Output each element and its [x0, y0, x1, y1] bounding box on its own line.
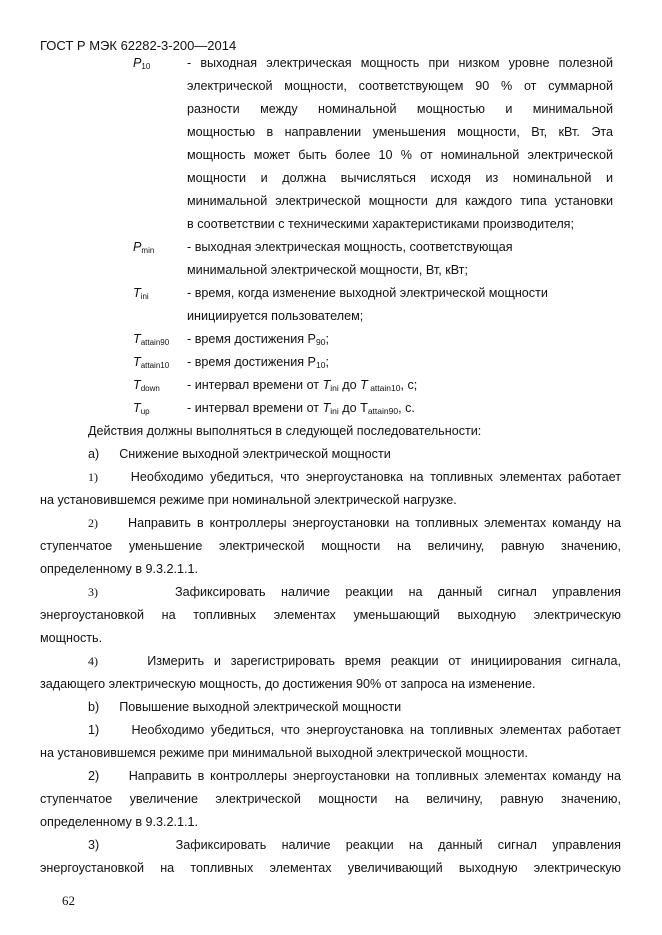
definition-pmin-line: - выходная электрическая мощность, соответствующая	[187, 240, 513, 254]
standard-header: ГОСТ Р МЭК 62282-3-200—2014	[40, 38, 237, 53]
symbol-tini: $T_{ini}$	[133, 286, 149, 301]
definition-tini-line: инициируется пользователем;	[187, 309, 364, 323]
section-b-heading: b) Повышение выходной электрической мощности	[88, 700, 402, 714]
definition-p10-line: - выходная электрическая мощность при низком уровне полезной	[187, 56, 613, 70]
step-b1-line: 1) Необходимо убедиться, что энергоустановка на топливных элементах работает	[88, 723, 621, 737]
definition-p10-line: разности между номинальной мощностью и минимальной	[187, 102, 613, 116]
symbol-tattain10: $T_{attain10}$	[133, 355, 170, 370]
symbol-p10: $P_{10}$	[133, 56, 151, 71]
definition-p10-line: в соответствии с техническими характеристиками производителя;	[187, 217, 574, 231]
step-a2-line: 2) Направить в контроллеры энергоустановки на топливных элементах команду на	[88, 516, 621, 530]
step-b2-line: 2) Направить в контроллеры энергоустановки на топливных элементах команду на	[88, 769, 621, 783]
step-a1-line: 1) Необходимо убедиться, что энергоустановка на топливных элементах работает	[88, 470, 621, 484]
section-a-heading: a) Снижение выходной электрической мощности	[88, 447, 391, 461]
page-number: 62	[62, 893, 75, 908]
definition-tup: - интервал времени от Tini до Tattain90, с.	[187, 401, 415, 416]
step-b2-line: определенному в 9.3.2.1.1.	[40, 815, 199, 829]
definition-tini-line: - время, когда изменение выходной электрической мощности	[187, 286, 548, 300]
definition-p10-line: минимальной электрической мощности для каждого типа установки	[187, 194, 613, 208]
step-b3-line: 3) Зафиксировать наличие реакции на данный сигнал управления	[88, 838, 621, 852]
step-a3-line: 3) Зафиксировать наличие реакции на данный сигнал управления	[88, 585, 621, 599]
intro-paragraph: Действия должны выполняться в следующей последовательности:	[88, 424, 482, 438]
definition-tattain90: - время достижения P90;	[187, 332, 329, 347]
step-b1-line: на установившемся режиме при минимальной выходной электрической мощности.	[40, 746, 528, 760]
definition-p10-line: мощностью в направлении уменьшения мощности, Вт, кВт. Эта	[187, 125, 613, 139]
symbol-tattain90: $T_{attain90}$	[133, 332, 170, 347]
step-a2-line: определенному в 9.3.2.1.1.	[40, 562, 199, 576]
definition-tdown: - интервал времени от Tini до T attain10, с;	[187, 378, 418, 393]
step-a1-line: на установившемся режиме при номинальной электрической нагрузке.	[40, 493, 457, 507]
step-a3-line: мощность.	[40, 631, 103, 645]
definition-p10-line: мощности и должна вычисляться исходя из номинальной и	[187, 171, 613, 185]
symbol-pmin: $P_{min}$	[133, 240, 155, 255]
definition-pmin-line: минимальной электрической мощности, Вт, кВт;	[187, 263, 468, 277]
step-b2-line: ступенчатое увеличение электрической мощности на величину, равную значению,	[40, 792, 621, 806]
step-a4-line: задающего электрическую мощность, до достижения 90% от запроса на изменение.	[40, 677, 536, 691]
definition-p10-line: мощность может быть более 10 % от номинальной электрической	[187, 148, 613, 162]
step-b3-line: энергоустановкой на топливных элементах увеличивающий выходную электрическую	[40, 861, 621, 875]
definition-tattain10: - время достижения P10;	[187, 355, 329, 370]
step-a3-line: энергоустановкой на топливных элементах уменьшающий выходную электрическую	[40, 608, 621, 622]
step-a4-line: 4) Измерить и зарегистрировать время реакции от инициирования сигнала,	[88, 654, 621, 668]
symbol-tdown: $T_{down}$	[133, 378, 160, 393]
definition-p10-line: электрической мощности, соответствующем 90 % от суммарной	[187, 79, 613, 93]
step-a2-line: ступенчатое уменьшение электрической мощности на величину, равную значению,	[40, 539, 621, 553]
symbol-tup: $T_{up}$	[133, 401, 150, 416]
